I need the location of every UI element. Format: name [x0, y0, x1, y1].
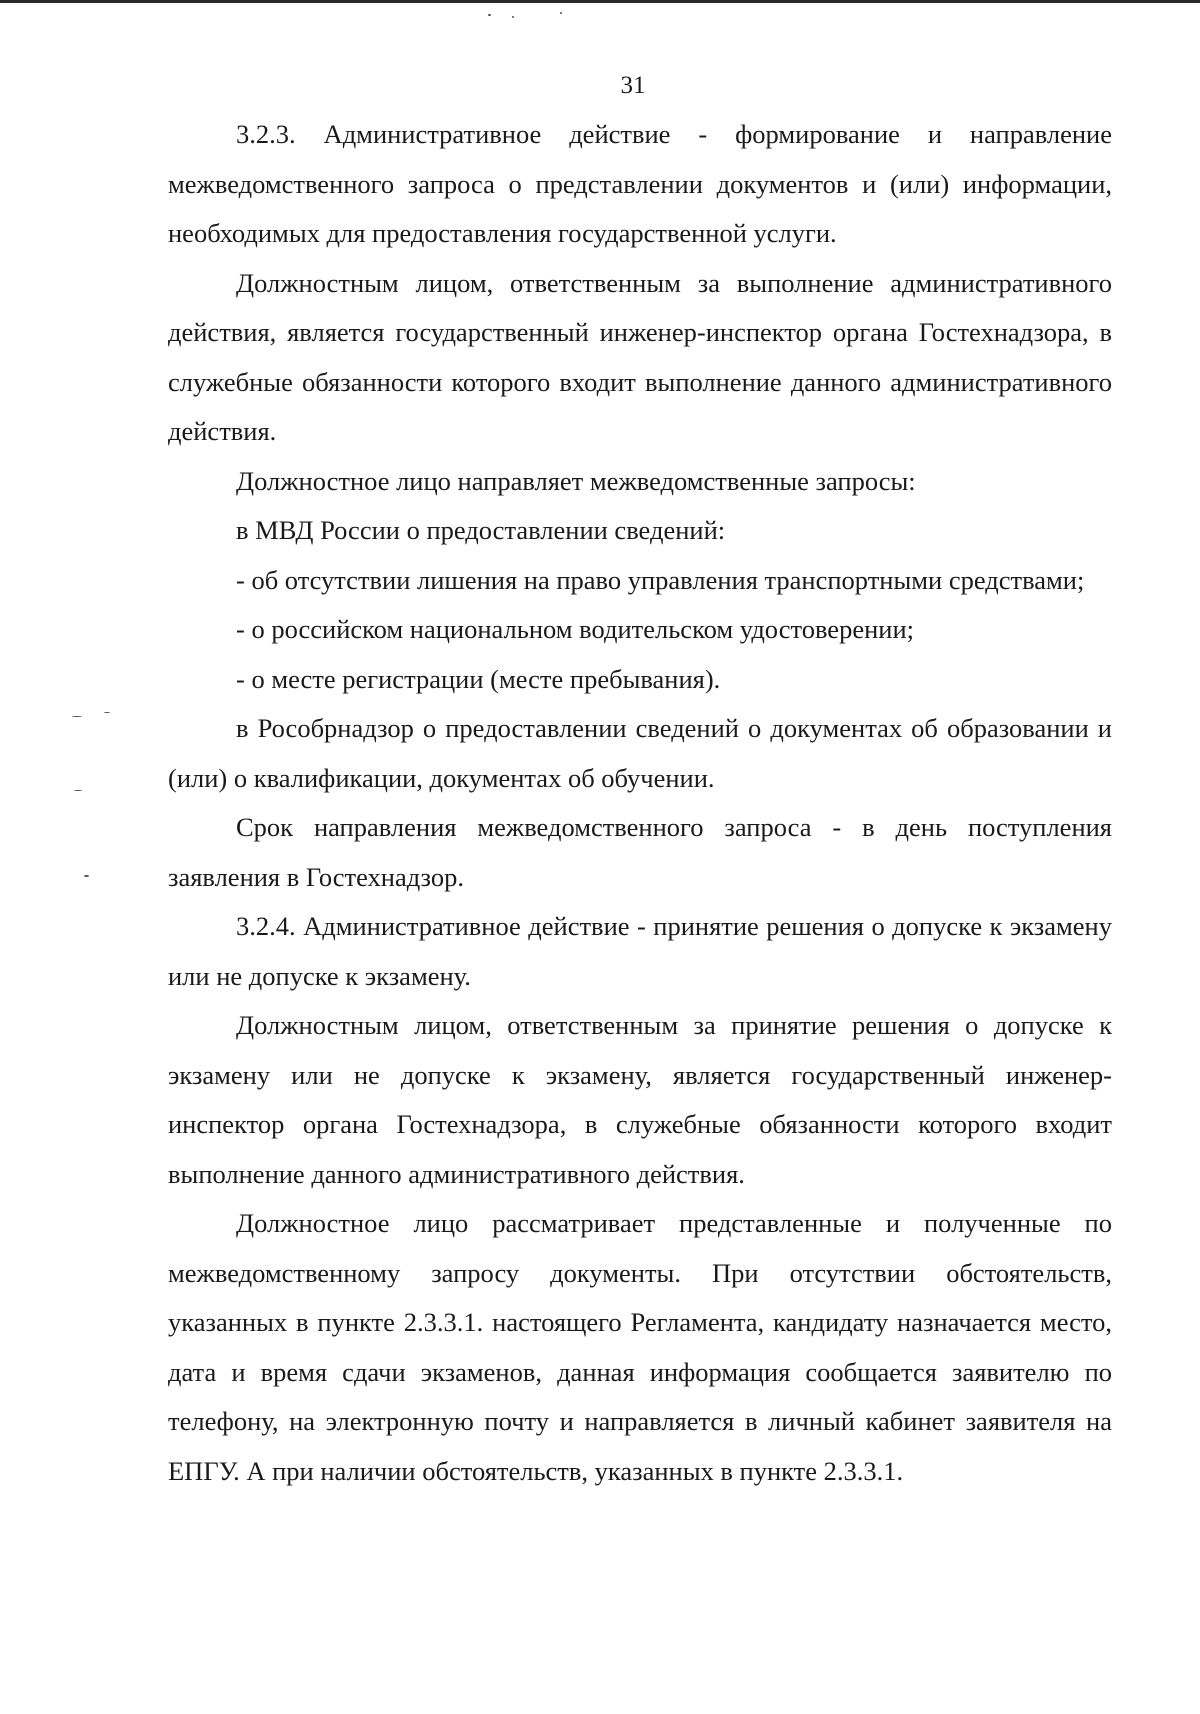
scan-speck	[84, 875, 89, 877]
paragraph: - об отсутствии лишения на право управления транспортными средствами;	[236, 564, 1085, 595]
paragraph: в Рособрнадзор о предоставлении сведений о документах об образовании и (или) о квалификации, документах об обучении.	[168, 713, 1112, 793]
scan-speck	[560, 12, 562, 14]
paragraph: в МВД России о предоставлении сведений:	[236, 515, 726, 545]
scan-speck	[74, 790, 82, 791]
paragraph: - о месте регистрации (месте пребывания).	[236, 663, 721, 694]
scan-speck	[488, 14, 491, 16]
scan-edge-line	[0, 0, 1200, 3]
paragraph: Должностное лицо рассматривает представленные и полученные по межведомственному запросу документы. При отсутствии обстоятельств, указанных в пункте 2.3.3.1. настоящего Регламента, кандидату назначается место, дата и время сдачи экзаменов, данная информация сообщается заявителю по телефону, на электронную почту и направляется в личный кабинет заявителя на ЕПГУ. А при наличии обстоятельств, указанных в пункте 2.3.3.1.	[168, 1208, 1112, 1486]
paragraph: 3.2.3. Административное действие - формирование и направление межведомственного запроса о представлении документов и (или) информации, необходимых для предоставления государственной услуги.	[168, 119, 1112, 248]
document-body	[168, 110, 1112, 1496]
scan-speck	[104, 712, 110, 713]
scan-speck	[72, 716, 82, 717]
paragraph: Срок направления межведомственного запроса - в день поступления заявления в Гостехнадзор.	[168, 812, 1112, 892]
page-number: 31	[620, 72, 646, 99]
paragraph: Должностное лицо направляет межведомственные запросы:	[236, 465, 916, 496]
paragraph: Должностным лицом, ответственным за принятие решения о допуске к экзамену или не допуске к экзамену, является государственный инженер-инспектор органа Гостехнадзора, в служебные обязанности которого входит выполнение данного административного действия.	[168, 1010, 1112, 1189]
scan-speck	[512, 16, 514, 18]
paragraph: Должностным лицом, ответственным за выполнение административного действия, является государственный инженер-инспектор органа Гостехнадзора, в служебные обязанности которого входит выполнение данного административного действия.	[168, 267, 1112, 446]
paragraph: 3.2.4. Административное действие - принятие решения о допуске к экзамену или не допуске к экзамену.	[168, 911, 1112, 991]
paragraph: - о российском национальном водительском удостоверении;	[236, 614, 914, 644]
